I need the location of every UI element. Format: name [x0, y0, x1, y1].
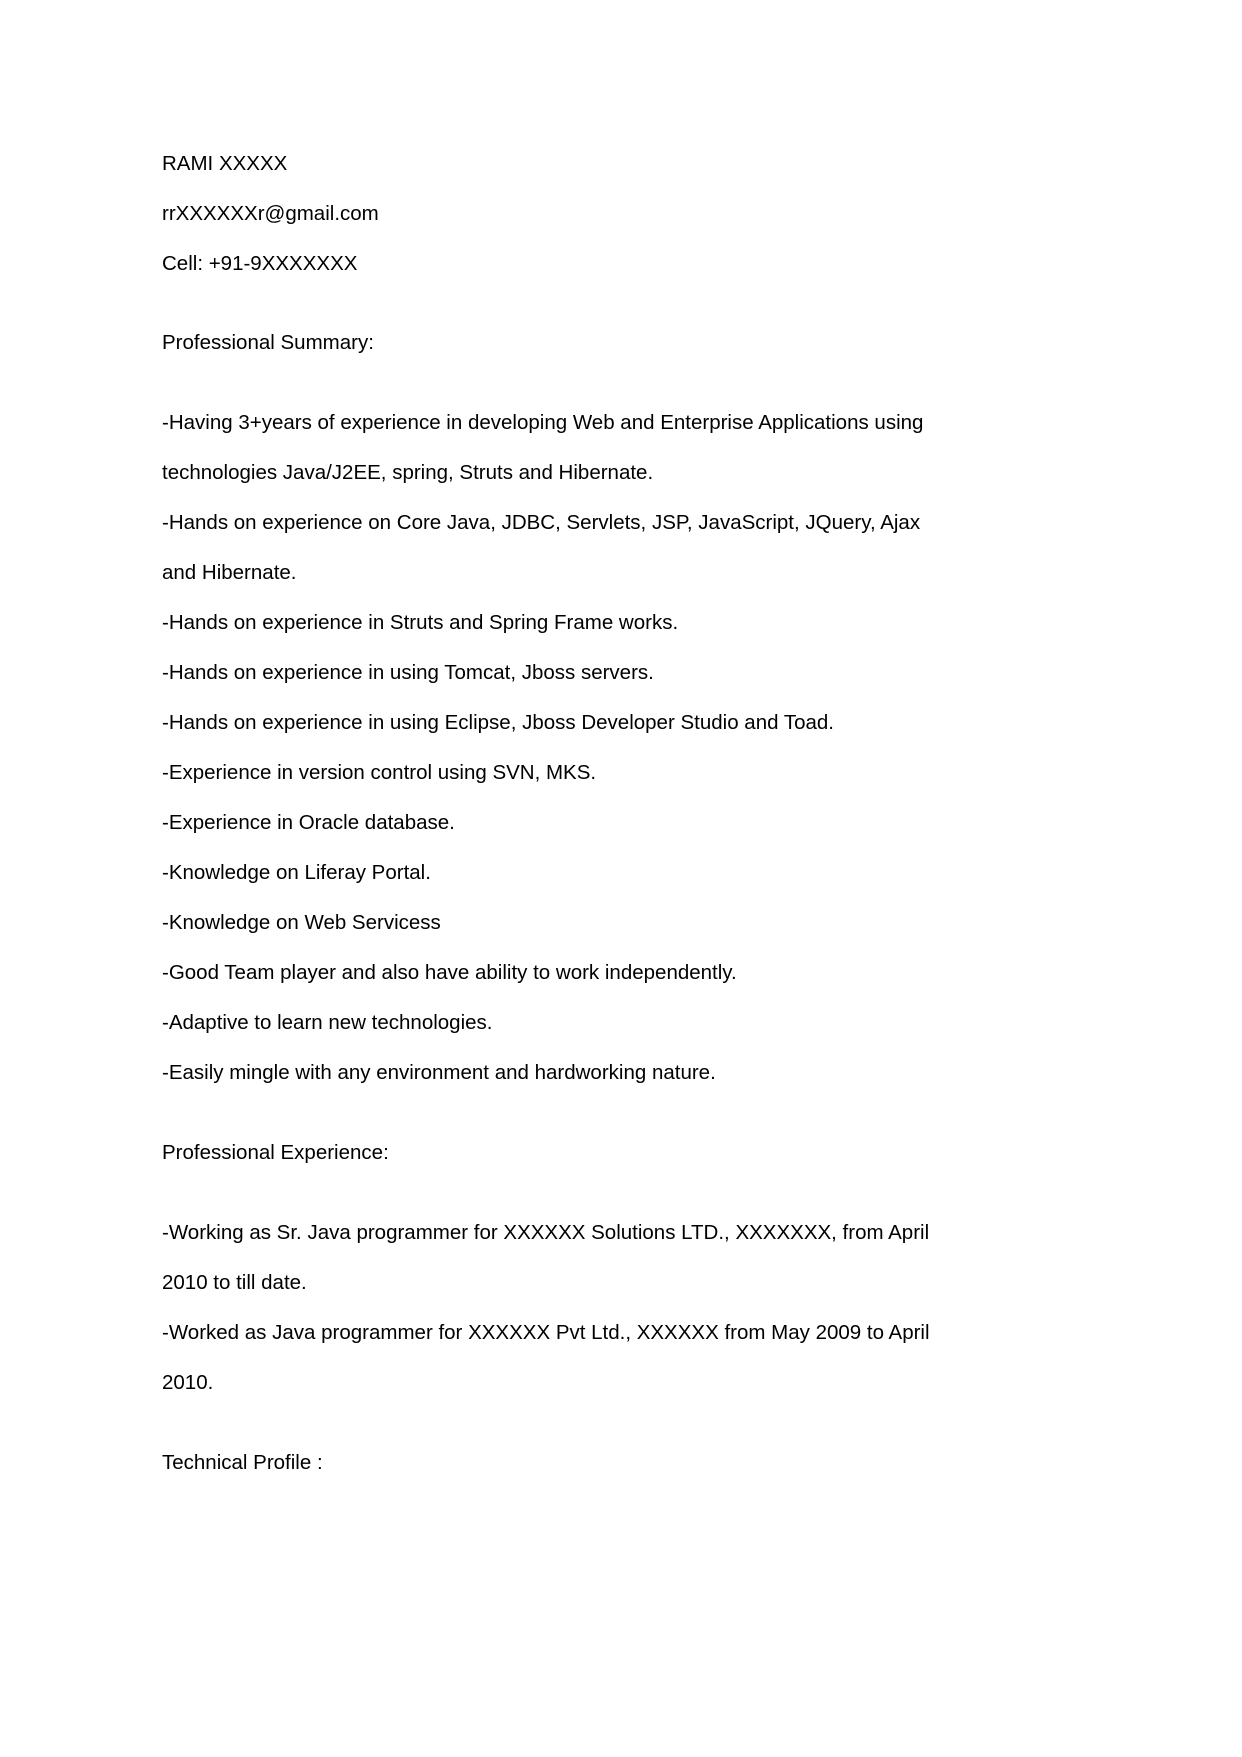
summary-line: -Knowledge on Web Servicess — [162, 911, 441, 934]
summary-heading: Professional Summary: — [162, 331, 374, 354]
summary-line: -Hands on experience in using Eclipse, Jboss Developer Studio and Toad. — [162, 711, 834, 734]
summary-line: -Hands on experience in Struts and Spring Frame works. — [162, 611, 679, 634]
summary-line: -Hands on experience on Core Java, JDBC, Servlets, JSP, JavaScript, JQuery, Ajax — [162, 511, 921, 534]
candidate-cell: Cell: +91-9XXXXXXX — [162, 252, 358, 275]
experience-line: 2010 to till date. — [162, 1271, 307, 1294]
summary-line: technologies Java/J2EE, spring, Struts and Hibernate. — [162, 461, 654, 484]
experience-line: 2010. — [162, 1371, 214, 1394]
summary-line: and Hibernate. — [162, 561, 297, 584]
candidate-email: rrXXXXXXr@gmail.com — [162, 202, 379, 225]
technical-heading: Technical Profile : — [162, 1451, 323, 1474]
summary-line: -Good Team player and also have ability to work independently. — [162, 961, 737, 984]
summary-line: -Knowledge on Liferay Portal. — [162, 861, 431, 884]
experience-line: -Working as Sr. Java programmer for XXXXXX Solutions LTD., XXXXXXX, from April — [162, 1221, 930, 1244]
candidate-name: RAMI XXXXX — [162, 152, 288, 175]
experience-line: -Worked as Java programmer for XXXXXX Pvt Ltd., XXXXXX from May 2009 to April — [162, 1321, 930, 1344]
summary-line: -Experience in Oracle database. — [162, 811, 455, 834]
summary-line: -Experience in version control using SVN, MKS. — [162, 761, 597, 784]
summary-line: -Hands on experience in using Tomcat, Jboss servers. — [162, 661, 654, 684]
experience-heading: Professional Experience: — [162, 1141, 389, 1164]
summary-line: -Having 3+years of experience in developing Web and Enterprise Applications using — [162, 411, 924, 434]
summary-line: -Adaptive to learn new technologies. — [162, 1011, 493, 1034]
summary-line: -Easily mingle with any environment and hardworking nature. — [162, 1061, 716, 1084]
